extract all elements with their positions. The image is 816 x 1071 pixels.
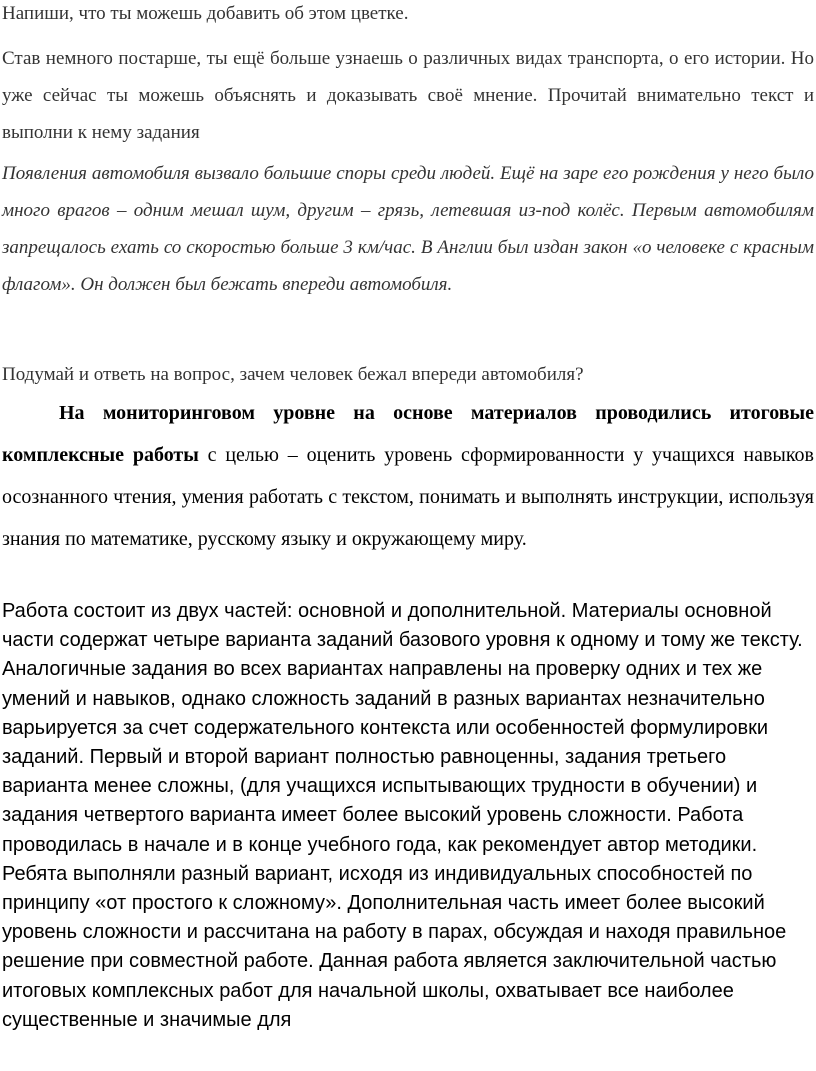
task-prompt-paragraph: Напиши, что ты можешь добавить об этом цветке.: [2, 3, 409, 24]
monitoring-bold-lead: На мониторинговом уровне на основе материалов проводились итоговые комплексные работы: [2, 402, 814, 466]
monitoring-rest-text: с целью – оценить уровень сформированности у учащихся навыков осознанного чтения, умения работать с текстом, понимать и выполнять инструкции, используя знания по математике, русскому языку и окружающему миру.: [2, 444, 814, 550]
work-description-paragraph: Работа состоит из двух частей: основной и дополнительной. Материалы основной части содержат четыре варианта заданий базового уровня к одному и тому же тексту. Аналогичные задания во всех вариантах направлены на проверку одних и тех же умений и навыков, однако сложность заданий в разных вариантах незначительно варьируется за счет содержательного контекста или особенностей формулировки заданий. Первый и второй вариант полностью равноценны, задания третьего варианта менее сложны, (для учащихся испытывающих трудности в обучении) и задания четвертого варианта имеет более высокий уровень сложности. Работа проводилась в начале и в конце учебного года, как рекомендует автор методики. Ребята выполняли разный вариант, исходя из индивидуальных способностей по принципу «от простого к сложному». Дополнительная часть имеет более высокий уровень сложности и рассчитана на работу в парах, обсуждая и находя правильное решение при совместной работе. Данная работа является заключительной частью итоговых комплексных работ для начальной школы, охватывает все наиболее существенные и значимые для: [2, 600, 803, 1031]
monitoring-paragraph: [2, 392, 814, 560]
story-paragraph: Появления автомобиля вызвало большие споры среди людей. Ещё на заре его рождения у него было много врагов – одним мешал шум, другим – грязь, летевшая из-под колёс. Первым автомобилям запрещалось ехать со скоростью больше 3 км/час. В Англии был издан закон «о человеке с красным флагом». Он должен был бежать впереди автомобиля.: [2, 163, 814, 295]
question-paragraph: Подумай и ответь на вопрос, зачем человек бежал впереди автомобиля?: [2, 364, 584, 385]
intro-paragraph: Став немного постарше, ты ещё больше узнаешь о различных видах транспорта, о его истории. Но уже сейчас ты можешь объяснять и доказывать своё мнение. Прочитай внимательно текст и выполни к нему задания: [2, 48, 814, 143]
